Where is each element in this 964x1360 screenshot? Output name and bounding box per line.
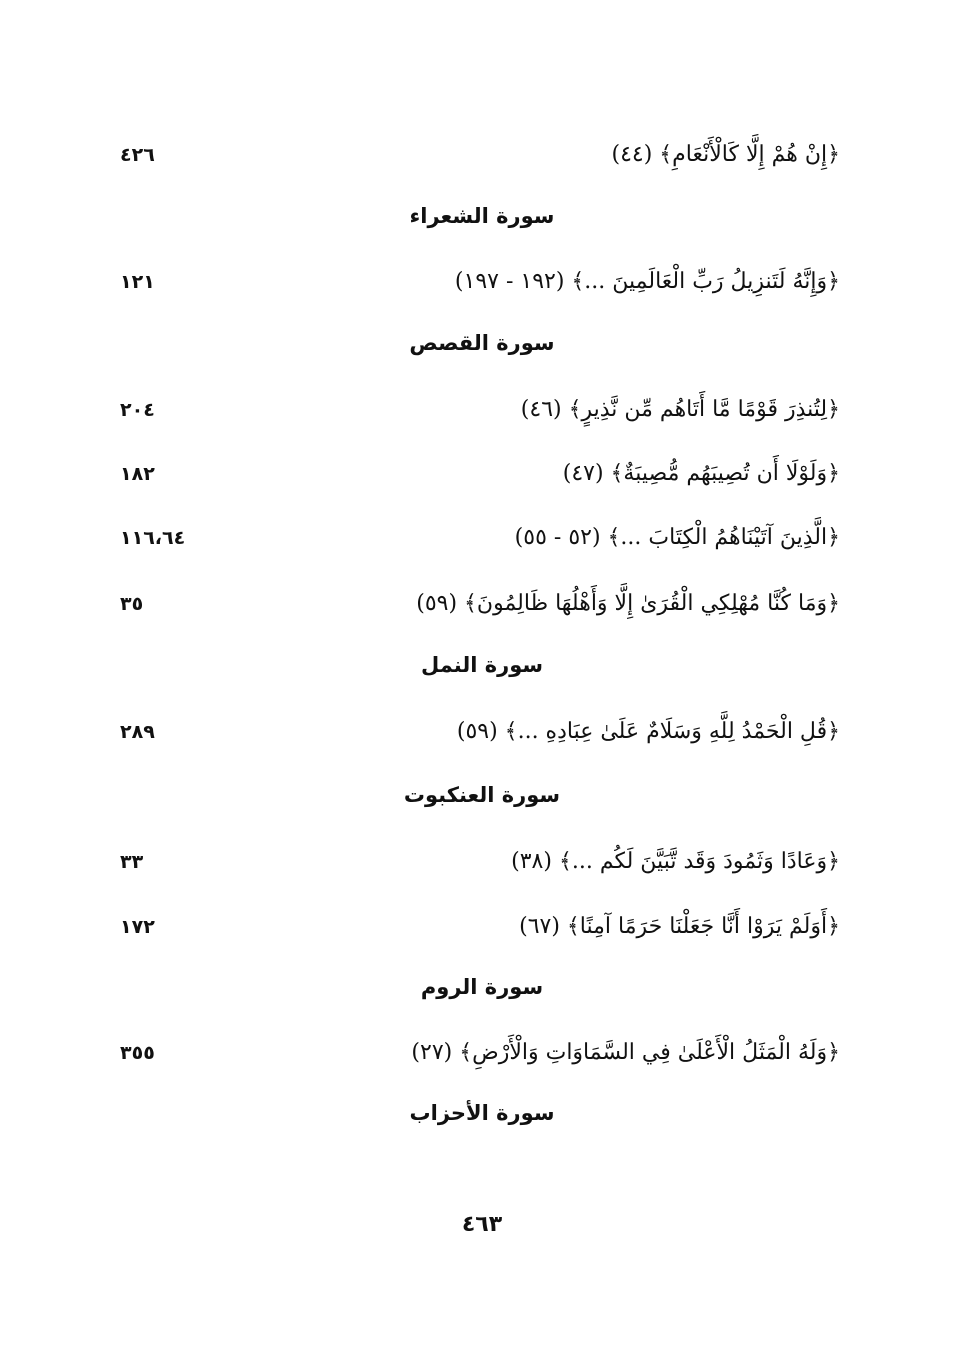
verse-text: ﴿قُلِ الْحَمْدُ لِلَّهِ وَسَلَامٌ عَلَىٰ عِبَادِهِ ...﴾ (٥٩) [456,719,840,744]
surah-heading-ankabut: سورة العنكبوت [403,783,561,807]
index-entry [120,133,840,177]
page-reference: ١١٦،٦٤ [120,527,186,549]
index-entry [120,905,840,949]
verse-text: ﴿وَإِنَّهُ لَتَنزِيلُ رَبِّ الْعَالَمِينَ ...﴾ (١٩٢ - ١٩٧) [454,269,840,294]
index-entry [120,840,840,884]
page-reference: ١٧٢ [120,916,155,938]
page-reference: ٤٢٦ [120,144,155,166]
page-reference: ٢٨٩ [120,721,155,743]
page-reference: ٣٣ [120,851,144,873]
verse-text: ﴿وَلَوْلَا أَن تُصِيبَهُم مُّصِيبَةٌ﴾ (٤٧) [562,461,840,486]
page-reference: ٢٠٤ [120,399,155,421]
page-reference: ٣٥٥ [120,1042,155,1064]
page-reference: ٣٥ [120,593,144,615]
verse-text: ﴿وَلَهُ الْمَثَلُ الْأَعْلَىٰ فِي السَّمَاوَاتِ وَالْأَرْضِ﴾ (٢٧) [411,1040,840,1065]
page-reference: ١٢١ [120,271,155,293]
index-entry [120,1031,840,1075]
index-entry [120,260,840,304]
verse-text: ﴿لِتُنذِرَ قَوْمًا مَّا أَتَاهُم مِّن نَّذِيرٍ﴾ (٤٦) [520,397,840,422]
index-entry [120,710,840,754]
page-reference: ١٨٢ [120,463,155,485]
verse-text: ﴿الَّذِينَ آتَيْنَاهُمُ الْكِتَابَ ...﴾ (٥٢ - ٥٥) [514,525,840,550]
verse-text: ﴿إِنْ هُمْ إِلَّا كَالْأَنْعَامِ﴾ (٤٤) [611,142,840,167]
page-number: ٤٦٣ [461,1212,503,1237]
surah-heading-ahzab: سورة الأحزاب [409,1101,555,1125]
index-entry [120,582,840,626]
index-entry [120,452,840,496]
index-entry [120,516,840,560]
index-entry [120,388,840,432]
surah-heading-naml: سورة النمل [420,653,544,677]
verse-text: ﴿وَعَادًا وَثَمُودَ وَقَد تَّبَيَّنَ لَكُم ...﴾ (٣٨) [511,849,840,874]
surah-heading-rum: سورة الروم [420,975,544,999]
verse-text: ﴿أَوَلَمْ يَرَوْا أَنَّا جَعَلْنَا حَرَمًا آمِنًا﴾ (٦٧) [519,914,840,939]
surah-heading-shuara: سورة الشعراء [409,204,555,228]
verse-text: ﴿وَمَا كُنَّا مُهْلِكِي الْقُرَىٰ إِلَّا وَأَهْلُهَا ظَالِمُونَ﴾ (٥٩) [416,591,840,616]
surah-heading-qasas: سورة القصص [409,331,555,355]
